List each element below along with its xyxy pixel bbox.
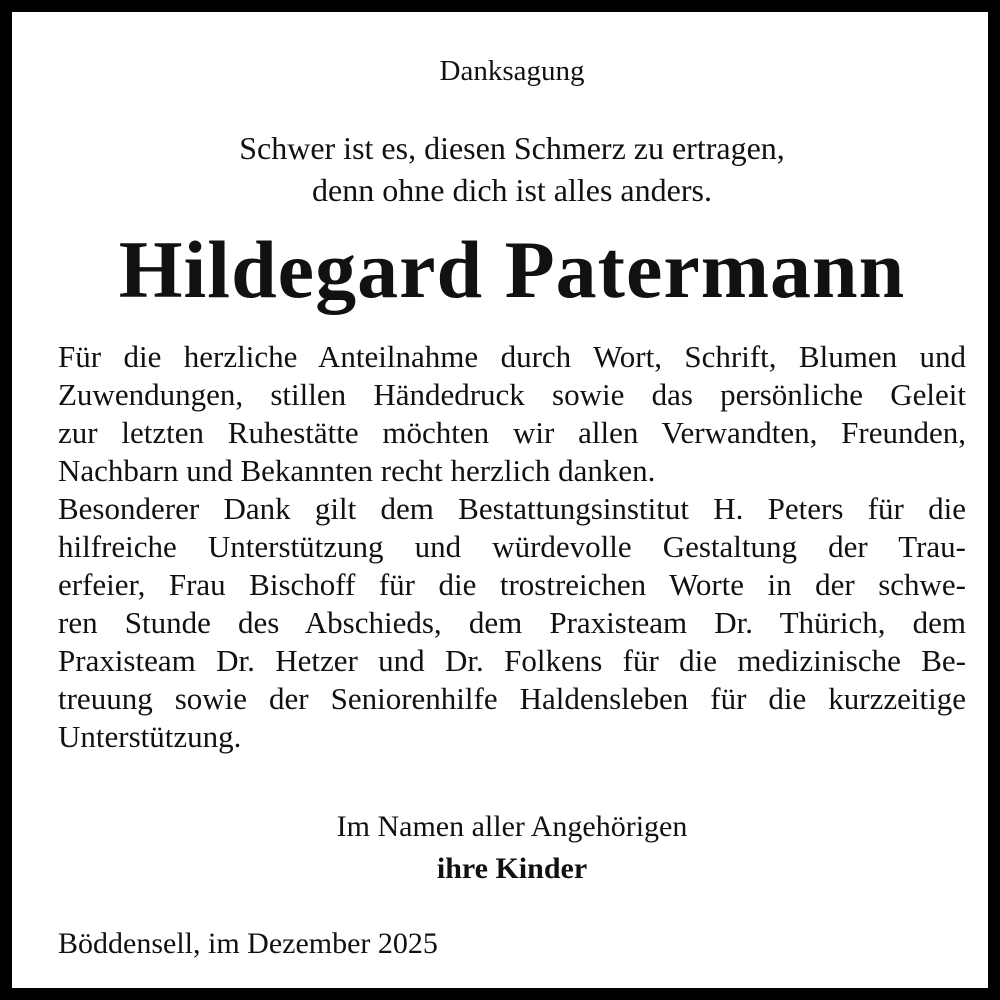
body-line: zur letzten Ruhestätte möchten wir allen Verwandten, Freunden,: [58, 415, 966, 450]
place-and-date: Böddensell, im Dezember 2025: [58, 927, 438, 960]
closing-line: Im Namen aller Angehörigen: [336, 810, 688, 843]
deceased-name: Hildegard Patermann: [118, 224, 906, 315]
body-line: Nachbarn und Bekannten recht herzlich danken.: [58, 453, 656, 488]
body-line: Besonderer Dank gilt dem Bestattungsinstitut H. Peters für die: [58, 491, 966, 526]
body-line: Unterstützung.: [58, 719, 242, 754]
body-line: Praxisteam Dr. Hetzer und Dr. Folkens für die medizinische Be-: [58, 643, 966, 678]
body-line: Für die herzliche Anteilnahme durch Wort, Schrift, Blumen und: [58, 339, 966, 374]
verse-line-1: Schwer ist es, diesen Schmerz zu ertragen,: [239, 130, 785, 166]
body-line: Zuwendungen, stillen Händedruck sowie das persönliche Geleit: [58, 377, 966, 412]
body-line: hilfreiche Unterstützung und würdevolle Gestaltung der Trau-: [58, 529, 966, 564]
signature-line: ihre Kinder: [436, 852, 588, 885]
verse-line-2: denn ohne dich ist alles anders.: [312, 172, 712, 208]
body-line: erfeier, Frau Bischoff für die trostreichen Worte in der schwe-: [58, 567, 966, 602]
body-line: ren Stunde des Abschieds, dem Praxisteam Dr. Thürich, dem: [58, 605, 966, 640]
notice-heading: Danksagung: [439, 55, 585, 87]
body-line: treuung sowie der Seniorenhilfe Haldensleben für die kurzzeitige: [58, 681, 966, 716]
